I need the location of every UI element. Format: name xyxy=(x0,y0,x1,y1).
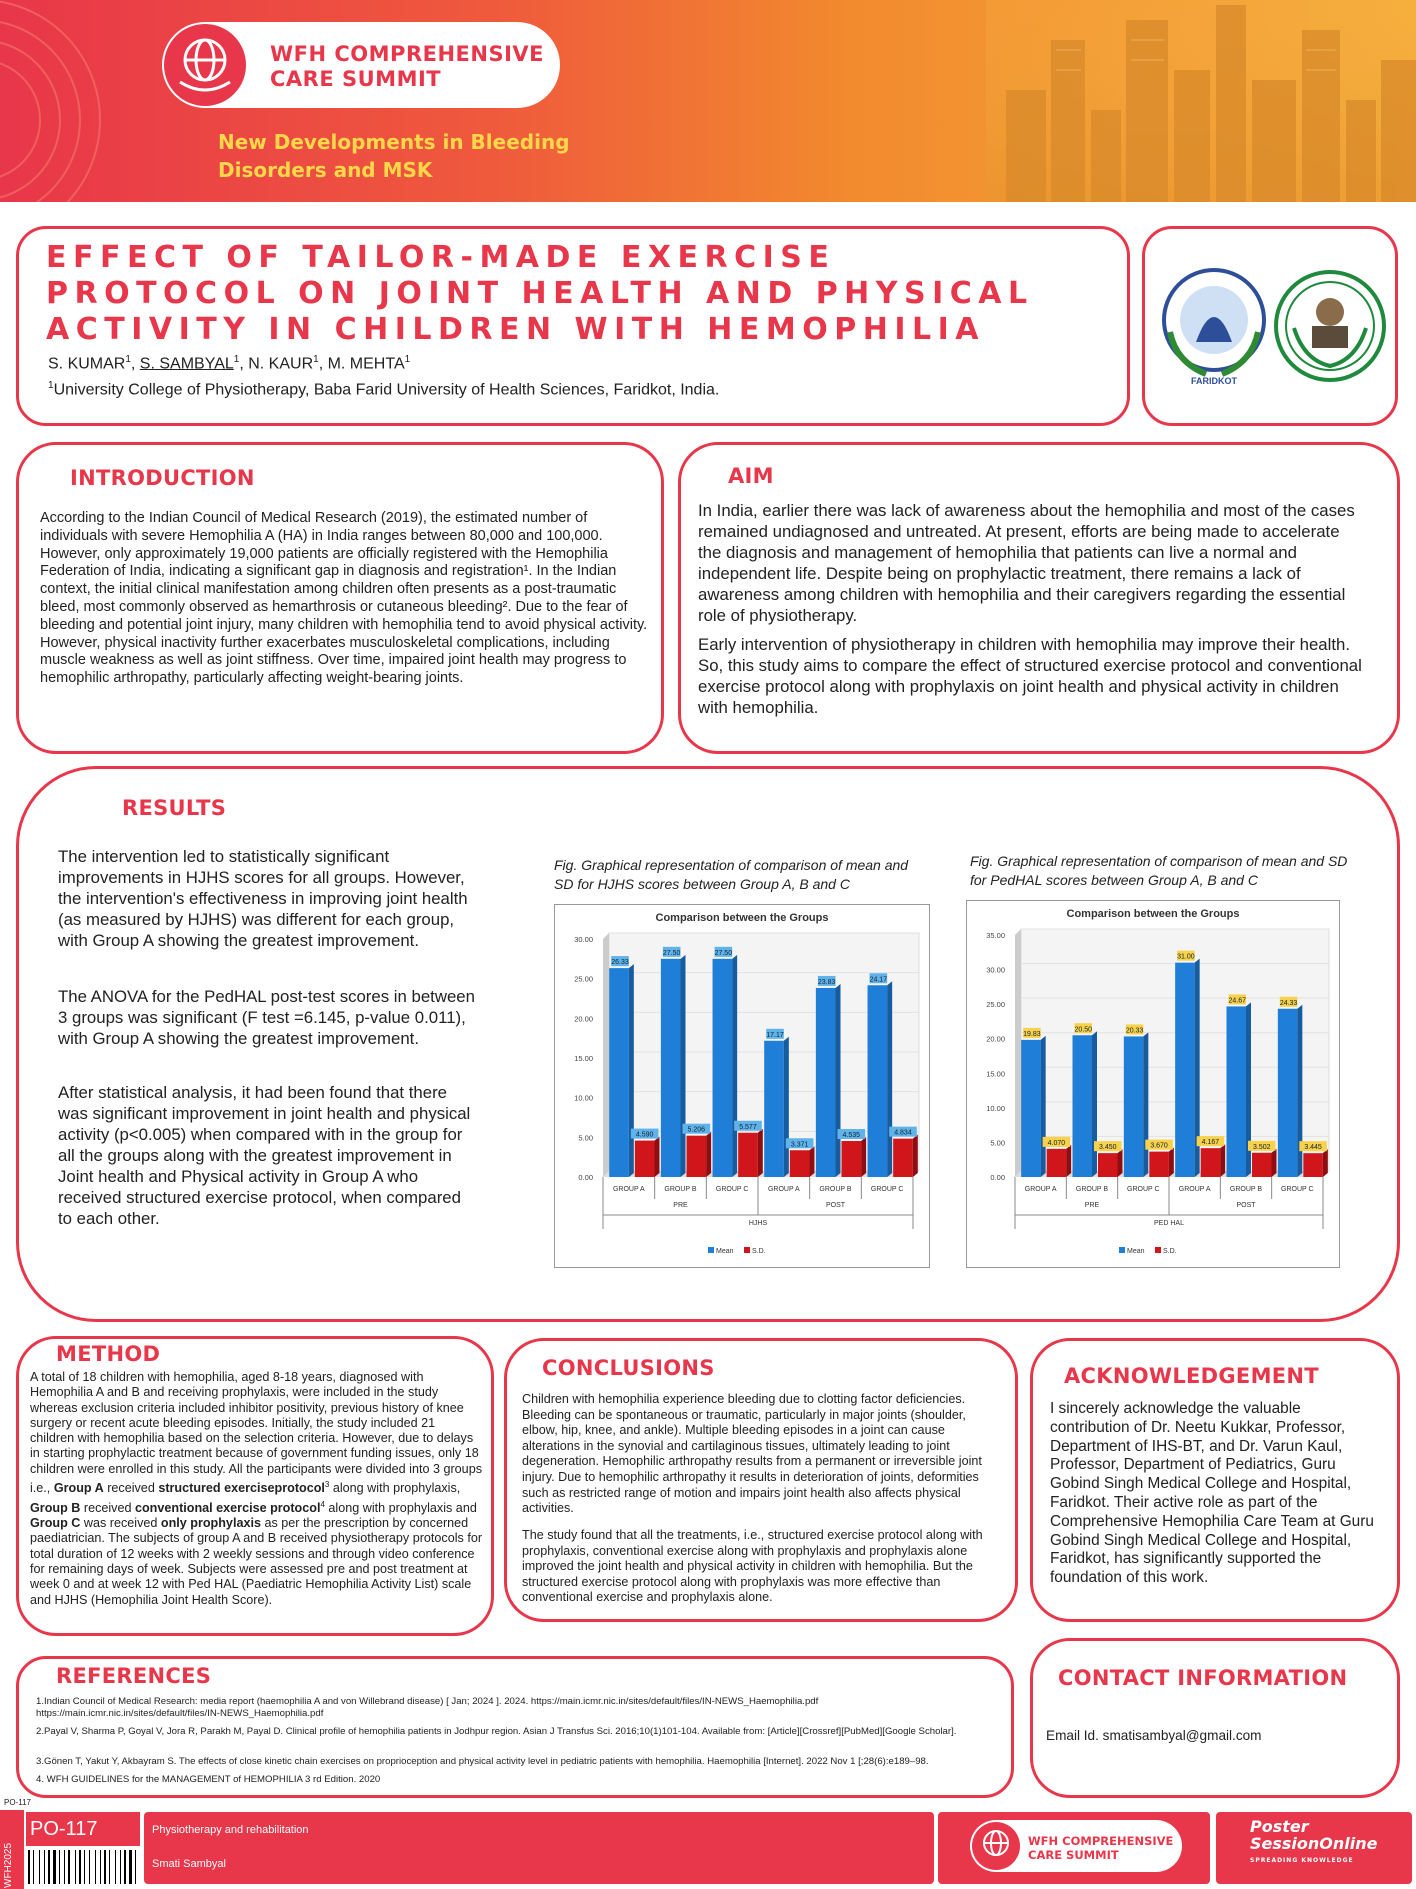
mean-bar-side xyxy=(732,955,737,1177)
summit-globe-icon xyxy=(164,24,246,106)
mean-data-label: 27.50 xyxy=(662,949,681,957)
aim-heading: AIM xyxy=(728,464,774,488)
y-tick-label: 15.00 xyxy=(986,1069,1005,1079)
results-paragraph-1: The intervention led to statistically significant improvements in HJHS scores for all groups. However, the intervention's effectiveness in improving joint health (as measured by HJHS) was different for each group, with Group A showing the greatest improvement. xyxy=(58,847,468,950)
chart-title: Comparison between the Groups xyxy=(1066,908,1240,920)
mean-data-label: 24.67 xyxy=(1228,997,1247,1005)
chart-side-wall xyxy=(603,933,609,1177)
mean-data-label: 23.83 xyxy=(817,978,836,986)
pedhal-figure-caption: Fig. Graphical representation of comparison of mean and SD for PedHAL scores between Group A, B and C xyxy=(970,853,1348,888)
university-seal-logo xyxy=(1274,268,1386,384)
mean-data-label: 26.33 xyxy=(611,959,629,967)
barcode-bar xyxy=(39,1850,40,1884)
y-tick-label: 5.00 xyxy=(990,1138,1005,1148)
sd-data-label: 4.535 xyxy=(842,1132,861,1140)
sd-bar-side xyxy=(758,1129,763,1177)
hjhs-chart xyxy=(554,904,930,1268)
y-tick-label: 30.00 xyxy=(986,965,1005,975)
acknowledgement-heading: ACKNOWLEDGEMENT xyxy=(1064,1364,1319,1388)
contact-email[interactable]: Email Id. smatisambyal@gmail.com xyxy=(1046,1728,1262,1743)
footer-category: Physiotherapy and rehabilitation xyxy=(152,1824,309,1836)
author-list: S. KUMAR$^1$, S. SAMBYAL$^1$, N. KAUR$^1$, M. MEHTA$^1$ xyxy=(48,354,411,373)
y-tick-label: 15.00 xyxy=(574,1054,593,1063)
barcode-bar xyxy=(100,1850,101,1884)
sd-bar-side xyxy=(654,1137,659,1177)
sd-data-label: 5.206 xyxy=(687,1126,706,1134)
legend-swatch-sd xyxy=(1155,1247,1161,1253)
mean-data-label: 19.83 xyxy=(1023,1030,1041,1038)
summit-logo-text: WFH COMPREHENSIVE CARE SUMMIT xyxy=(270,42,544,91)
sd-data-label: 4.590 xyxy=(635,1131,654,1139)
sd-data-label: 3.371 xyxy=(790,1141,809,1149)
mean-bar xyxy=(609,968,629,1177)
aim-paragraph-1: In India, earlier there was lack of awareness about the hemophilia and most of the cases remained undiagnosed and untreated. At present, efforts are being made to accelerate the diagnosis and management of hemophilia that patients can live a normal and independent life. Despite being on prophylactic treatment, there remains a lack of awareness among children with hemophilia and their caregivers regarding the essential role of physiotherapy. xyxy=(698,501,1355,625)
poster-code-small: PO-117 xyxy=(4,1798,31,1807)
x-group-label: PRE xyxy=(1084,1202,1100,1209)
x-category-label: GROUP A xyxy=(1178,1186,1211,1193)
sd-data-label: 3.450 xyxy=(1098,1144,1117,1152)
acknowledgement-text: I sincerely acknowledge the valuable contribution of Dr. Neetu Kukkar, Professor, Department of IHS-BT, and Dr. Varun Kaul, Professor, Department of Pediatrics, Guru Gobind Singh Medical College and Hospital, Faridkot. Their active role as part of the Comprehensive Hemophilia Care Team at Guru Gobind Singh Medical College and Hospital, Faridkot, has significantly supported the foundation of this work. xyxy=(1050,1400,1374,1587)
method-heading: METHOD xyxy=(56,1342,161,1366)
college-seal-logo xyxy=(1156,262,1272,388)
mean-bar-side xyxy=(629,964,634,1177)
mean-bar-side xyxy=(1246,1002,1251,1177)
mean-data-label: 17.17 xyxy=(766,1031,784,1039)
sd-bar xyxy=(1149,1152,1169,1177)
reference-4: 4. WFH GUIDELINES for the MANAGEMENT of HEMOPHILIA 3 rd Edition. 2020 xyxy=(36,1774,381,1785)
barcode-bar xyxy=(84,1850,85,1884)
barcode-bar xyxy=(33,1850,34,1884)
references-heading: REFERENCES xyxy=(56,1664,212,1688)
y-tick-label: 35.00 xyxy=(986,931,1005,940)
sd-bar xyxy=(790,1150,810,1177)
mean-bar-side xyxy=(784,1037,789,1177)
sd-bar-side xyxy=(1066,1145,1071,1177)
x-group-label: POST xyxy=(1236,1202,1256,1209)
barcode-bar xyxy=(95,1850,96,1884)
barcode-bar xyxy=(115,1850,116,1884)
method-text: A total of 18 children with hemophilia, aged 8-18 years, diagnosed with Hemophilia A and B and receiving prophylaxis, were included in the study whereas exclusion criteria included inhibitor positivity, previous history of knee surgery or recent acute bleeding episodes. Initially, the study included 21 children with hemophilia based on the selection criteria. However, due to delays in starting prophylactic treatment because of government funding issues, only 18 children were enrolled in this study. All the participants were divided into 3 groups i.e., Group A received structured exerciseprotocol$^3$ along with prophylaxis, Group B received conventional exercise protocol$^4$ along with prophylaxis and Group C was received only prophylaxis as per the prescription by concerned paediatrician. The subjects of group A and B received physiotherapy protocols for total duration of 12 weeks with 2 weekly sessions and through video conference for remaining days of week. Subjects were assessed pre and post treatment at week 0 and at week 12 with Ped HAL (Paediatric Hemophilia Activity List) scale and HJHS (Hemophilia Joint Health Score). xyxy=(30,1370,483,1607)
mean-bar xyxy=(1226,1006,1246,1177)
barcode-bar xyxy=(109,1850,110,1884)
barcode xyxy=(28,1850,138,1884)
y-tick-label: 25.00 xyxy=(574,974,593,984)
x-category-label: GROUP B xyxy=(1229,1186,1263,1193)
x-axis-label: PED HAL xyxy=(1154,1220,1184,1227)
mean-bar-side xyxy=(1092,1031,1097,1177)
reference-3: 3.Gönen T, Yakut Y, Akbayram S. The effects of close kinetic chain exercises on proprioception and physical activity level in pediatric patients with hemophilia. Haemophilia [Internet]. 2022 Nov 1 [;28(6):e189–98. xyxy=(36,1756,929,1767)
sd-bar-side xyxy=(1118,1149,1123,1177)
pedhal-chart xyxy=(966,900,1340,1268)
footer-side-text: WFH2025 xyxy=(3,1842,14,1888)
introduction-heading: INTRODUCTION xyxy=(70,466,255,490)
sd-bar xyxy=(1252,1153,1272,1177)
poster-title: EFFECT OF TAILOR-MADE EXERCISE PROTOCOL ON JOINT HEALTH AND PHYSICAL ACTIVITY IN CHILDREN WITH HEMOPHILIA xyxy=(46,240,1034,347)
y-tick-label: 20.00 xyxy=(986,1034,1005,1044)
barcode-bar xyxy=(104,1850,106,1884)
sd-data-label: 3.445 xyxy=(1304,1144,1322,1152)
mean-bar-side xyxy=(836,984,841,1177)
legend-label-mean: Mean xyxy=(1127,1248,1145,1255)
barcode-bar xyxy=(129,1850,132,1884)
mean-bar xyxy=(1175,963,1195,1177)
legend-label-mean: Mean xyxy=(716,1248,734,1255)
results-paragraph-2: The ANOVA for the PedHAL post-test scores in between 3 groups was significant (F test =6.145, p-value 0.011), with Group A showing the greatest improvement. xyxy=(58,987,475,1048)
y-tick-label: 0.00 xyxy=(578,1173,593,1182)
conclusions-heading: CONCLUSIONS xyxy=(542,1356,715,1380)
legend-label-sd: S.D. xyxy=(752,1248,766,1255)
x-category-label: GROUP B xyxy=(1075,1186,1109,1193)
y-tick-label: 10.00 xyxy=(986,1103,1005,1113)
svg-text:FARIDKOT: FARIDKOT xyxy=(1191,376,1237,386)
x-category-label: GROUP C xyxy=(1281,1186,1314,1193)
conclusions-paragraph-2: The study found that all the treatments, i.e., structured exercise protocol along with prophylaxis, conventional exercise along with prophylaxis and prophylaxis alone improved the joint health and physical activity in children with hemophilia. But the structured exercise protocol along with prophylaxis was more effective than conventional exercise and prophylaxis alone. xyxy=(522,1528,983,1605)
sd-bar xyxy=(1098,1153,1118,1177)
x-category-label: GROUP C xyxy=(1127,1186,1160,1193)
mean-bar-side xyxy=(887,981,892,1177)
sd-bar-side xyxy=(861,1137,866,1177)
mean-bar xyxy=(661,959,681,1177)
sd-bar-side xyxy=(1220,1144,1225,1177)
conclusions-paragraph-1: Children with hemophilia experience bleeding due to clotting factor deficiencies. Bleeding can be spontaneous or traumatic, particularly in major joints (shoulder, elbow, hip, knee, and ankle). Multiple bleeding episodes in a joint can cause alterations in the synovial and cartilaginous tissues, ultimately leading to joint degeneration. Hemophilic arthropathy results from a permanent or irreversible joint injury. Due to hemophilic arthropathy it results in deterioration of joints, deformities such as restricted range of motion and impairs joint health also affects physical activities. xyxy=(522,1392,982,1516)
footer-summit-globe-icon xyxy=(972,1822,1020,1870)
y-tick-label: 10.00 xyxy=(574,1093,593,1103)
sd-data-label: 3.502 xyxy=(1252,1143,1271,1151)
sd-bar-side xyxy=(1272,1149,1277,1177)
hjhs-chart-svg xyxy=(555,905,929,1267)
affiliation: $^1$University College of Physiotherapy, Baba Farid University of Health Sciences, Faridkot, India. xyxy=(48,380,720,399)
introduction-text: According to the Indian Council of Medical Research (2019), the estimated number of individuals with severe Hemophilia A (HA) in India ranges between 80,000 and 100,000. However, only approximately 19,000 patients are officially registered with the Hemophilia Federation of India, indicating a significant gap in diagnosis and registration¹. In the Indian context, the initial clinical manifestation among children often presents as a post-traumatic bleed, most commonly observed as hemarthrosis or cutaneous bleeding². Due to the fear of bleeding and potential joint injury, many children with hemophilia tend to avoid physical activity. However, physical inactivity further exacerbates musculoskeletal complications, including muscle weakness as well as joint stiffness. Over time, impaired joint health may progress to hemophilic arthropathy, particularly affecting weight-bearing joints. xyxy=(40,510,648,687)
summit-tagline: New Developments in Bleeding Disorders and MSK xyxy=(218,130,570,182)
mean-bar xyxy=(868,985,888,1177)
sd-bar xyxy=(1047,1149,1067,1177)
x-axis-label: HJHS xyxy=(748,1220,768,1227)
y-tick-label: 30.00 xyxy=(574,935,593,944)
footer-author: Smati Sambyal xyxy=(152,1858,226,1870)
barcode-bar xyxy=(59,1850,60,1884)
city-skyline-image xyxy=(986,0,1416,202)
footer-summit-text: WFH COMPREHENSIVE CARE SUMMIT xyxy=(1028,1834,1174,1862)
sd-bar xyxy=(842,1141,862,1177)
chart-side-wall xyxy=(1015,929,1021,1177)
mean-data-label: 20.33 xyxy=(1125,1027,1144,1035)
chart-title: Comparison between the Groups xyxy=(655,912,829,924)
mean-data-label: 24.17 xyxy=(869,976,888,984)
barcode-bar xyxy=(28,1850,30,1884)
y-tick-label: 20.00 xyxy=(574,1014,593,1024)
pso-logo-text: Poster SessionOnline SPREADING KNOWLEDGE xyxy=(1250,1817,1378,1864)
reference-1: 1.Indian Council of Medical Research: media report (haemophilia A and von Willebrand disease) [ Jan; 2024 ]. 2024. https://main.icmr.nic.in/sites/default/files/IN-NEWS_Haemophilia.pdf https://main.icmr.nic.in/sites/default/files/IN-NEWS_Haemophilia.pdf xyxy=(36,1696,819,1720)
mean-bar-side xyxy=(1143,1032,1148,1177)
sd-bar xyxy=(635,1141,655,1177)
x-group-label: POST xyxy=(825,1202,846,1209)
results-heading: RESULTS xyxy=(122,796,227,820)
barcode-bar xyxy=(89,1850,90,1884)
mean-data-label: 24.33 xyxy=(1279,999,1298,1007)
barcode-bar xyxy=(64,1850,65,1884)
x-category-label: GROUP C xyxy=(870,1186,904,1193)
sd-bar-side xyxy=(1323,1149,1328,1177)
barcode-bar xyxy=(120,1850,121,1884)
sd-bar xyxy=(1303,1153,1323,1177)
sd-bar-side xyxy=(809,1146,814,1177)
legend-label-sd: S.D. xyxy=(1163,1248,1177,1255)
mean-data-label: 20.50 xyxy=(1074,1026,1093,1034)
barcode-bar xyxy=(53,1850,56,1884)
mean-data-label: 31.00 xyxy=(1177,953,1195,961)
footer-poster-code: PO-117 xyxy=(26,1812,140,1846)
x-category-label: GROUP A xyxy=(612,1186,645,1193)
sd-bar xyxy=(738,1133,758,1177)
sd-bar xyxy=(893,1139,913,1177)
x-category-label: GROUP A xyxy=(1024,1186,1057,1193)
barcode-bar xyxy=(135,1850,136,1884)
x-category-label: GROUP C xyxy=(715,1186,749,1193)
mean-bar xyxy=(1278,1009,1298,1177)
sd-bar-side xyxy=(706,1132,711,1177)
barcode-bar xyxy=(124,1850,126,1884)
aim-paragraph-2: Early intervention of physiotherapy in children with hemophilia may improve their health. So, this study aims to compare the effect of structured exercise protocol and conventional exercise protocol along with prophylaxis on joint health and physical activity in children with hemophilia. xyxy=(698,635,1362,717)
sd-data-label: 4.834 xyxy=(894,1129,912,1137)
sd-bar-side xyxy=(1169,1148,1174,1177)
mean-bar xyxy=(816,988,836,1177)
x-category-label: GROUP A xyxy=(767,1186,800,1193)
mean-bar-side xyxy=(1041,1036,1046,1177)
x-group-label: PRE xyxy=(673,1202,688,1209)
legend-swatch-sd xyxy=(744,1247,750,1253)
pedhal-chart-svg xyxy=(967,901,1339,1267)
sd-bar xyxy=(687,1136,707,1177)
barcode-bar xyxy=(68,1850,70,1884)
barcode-bar xyxy=(79,1850,81,1884)
x-category-label: GROUP B xyxy=(664,1186,697,1193)
sd-bar-side xyxy=(913,1135,918,1177)
mean-bar xyxy=(1124,1036,1144,1177)
barcode-bar xyxy=(44,1850,45,1884)
y-tick-label: 0.00 xyxy=(990,1173,1005,1182)
barcode-bar xyxy=(75,1850,76,1884)
legend-swatch-mean xyxy=(1119,1247,1125,1253)
x-category-label: GROUP B xyxy=(819,1186,852,1193)
y-tick-label: 5.00 xyxy=(578,1133,593,1143)
y-tick-label: 25.00 xyxy=(986,1000,1005,1010)
results-paragraph-3: After statistical analysis, it had been found that there was significant improvement in joint health and physical activity (p<0.005) when compared with in the group for all the groups along with the greatest improvement in Joint health and Physical activity in Group A who received structured exercise protocol, when compared to each other. xyxy=(58,1083,471,1228)
mean-bar-side xyxy=(681,955,686,1177)
barcode-bar xyxy=(48,1850,50,1884)
sd-bar xyxy=(1201,1148,1221,1177)
contact-heading: CONTACT INFORMATION xyxy=(1058,1666,1348,1690)
mean-data-label: 27.50 xyxy=(714,949,733,957)
contact-box xyxy=(1030,1638,1400,1798)
reference-2: 2.Payal V, Sharma P, Goyal V, Jora R, Parakh M, Payal D. Clinical profile of hemophilia patients in Jodhpur region. Asian J Transfus Sci. 2016;10(1)101-104. Available from: [Article][Crossref][PubMed][Google Scholar]. xyxy=(36,1726,957,1737)
footer-info-bar xyxy=(144,1812,934,1884)
sd-data-label: 3.670 xyxy=(1150,1142,1168,1150)
hjhs-figure-caption: Fig. Graphical representation of comparison of mean and SD for HJHS scores between Group A, B and C xyxy=(554,857,909,892)
mean-bar xyxy=(1072,1035,1092,1177)
sd-data-label: 4.070 xyxy=(1047,1139,1066,1147)
sd-data-label: 5.577 xyxy=(739,1123,757,1131)
legend-swatch-mean xyxy=(708,1247,714,1253)
mean-bar xyxy=(1021,1040,1041,1177)
mean-bar xyxy=(764,1041,784,1177)
mean-bar xyxy=(713,959,733,1177)
sd-data-label: 4.167 xyxy=(1201,1139,1220,1147)
